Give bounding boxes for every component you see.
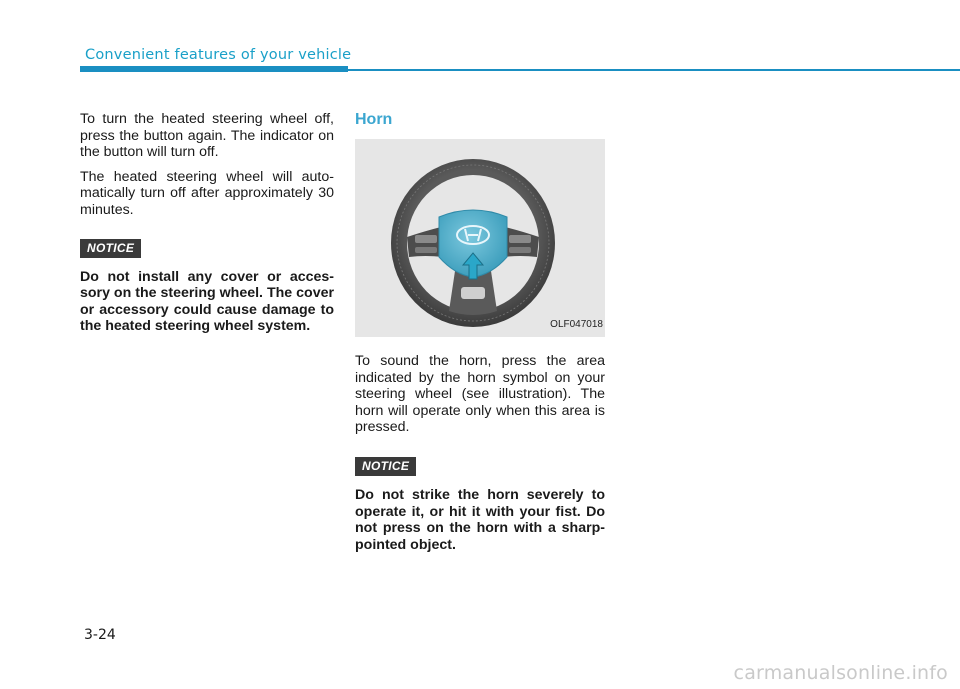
steering-wheel-illustration xyxy=(355,139,605,337)
notice-badge: NOTICE xyxy=(355,457,416,476)
notice-text: Do not install any cover or acces-sory on the steering wheel. The cover or accessory could cause damage to the heated steering wheel system. xyxy=(80,268,334,335)
left-column xyxy=(80,111,334,343)
notice-text: Do not strike the horn severely to operate it, or hit it with your fist. Do not press on the horn with a sharp-pointed object. xyxy=(355,486,605,553)
steering-wheel-icon xyxy=(355,139,605,337)
right-column xyxy=(355,111,605,561)
header-bar xyxy=(80,66,348,72)
figure-code: OLF047018 xyxy=(550,319,603,331)
heated-wheel-off-paragraph: To turn the heated steering wheel off, press the button again. The indicator on the button will turn off. xyxy=(80,111,334,161)
heated-wheel-auto-off-paragraph: The heated steering wheel will auto-matically turn off after approximately 30 minutes. xyxy=(80,168,334,218)
horn-instructions-paragraph: To sound the horn, press the area indicated by the horn symbol on your steering wheel (see illustration). The horn will operate only when this area is pressed. xyxy=(355,353,605,436)
header-rule xyxy=(348,69,960,71)
watermark: carmanualsonline.info xyxy=(733,662,948,684)
page-number: 3-24 xyxy=(84,627,116,643)
notice-badge: NOTICE xyxy=(80,239,141,258)
horn-heading: Horn xyxy=(355,111,393,128)
header-title: Convenient features of your vehicle xyxy=(85,47,352,63)
